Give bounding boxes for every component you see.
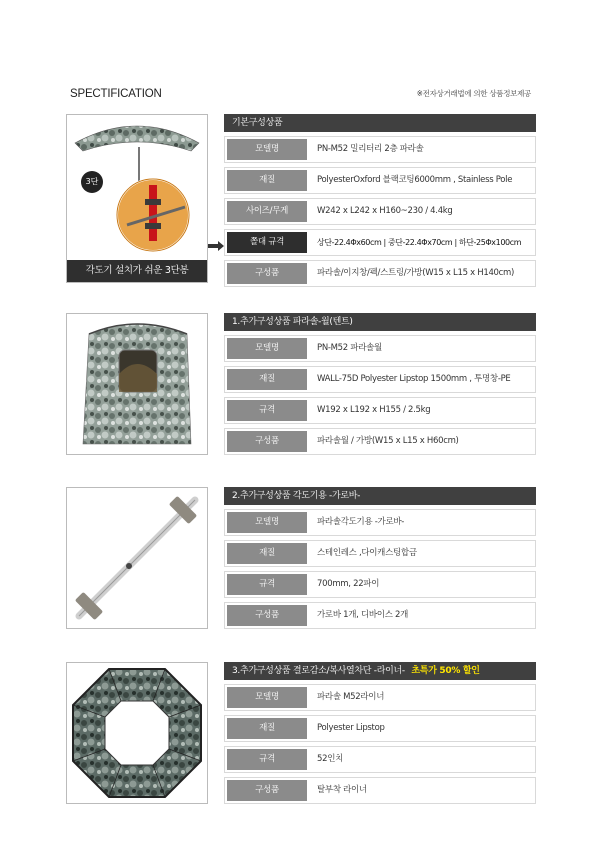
heading-text: 3.추가구성상품 결로감소/복사열차단 -라이너- [232, 666, 405, 676]
row-value: 상단-22.4Φx60cm | 중단-22.4Φx70cm | 하단-25Φx100cm [317, 238, 522, 247]
table-heading: 2.추가구성상품 각도기용 -가로바- [224, 487, 536, 505]
row-key: 재질 [227, 170, 307, 191]
row-key: 사이즈/무게 [227, 201, 307, 222]
spec-table-crossbar [224, 487, 536, 629]
notice-text: ※전자상거래법에 의한 상품정보제공 [416, 89, 531, 98]
row-value: PN-M52 밀리터리 2층 파라솔 [317, 144, 424, 154]
table-row [224, 540, 536, 567]
crossbar-photo [66, 487, 208, 629]
row-value: Polyester Lipstop [317, 723, 385, 733]
spec-table-wall [224, 313, 536, 455]
row-value: 52인치 [317, 754, 344, 764]
row-value: WALL-75D Polyester Lipstop 1500mm , 투명창-PE [317, 374, 511, 384]
row-key: 구성품 [227, 780, 307, 801]
table-row [224, 198, 536, 225]
row-value: 파라솔 M52라이너 [317, 692, 385, 702]
table-row [224, 777, 536, 804]
row-key: 모델명 [227, 338, 307, 359]
table-row [224, 602, 536, 629]
row-value: W192 x L192 x H155 / 2.5kg [317, 405, 431, 415]
row-value: 700mm, 22파이 [317, 579, 380, 589]
badge-3-stage: 3단 [81, 171, 103, 193]
row-key: 모델명 [227, 687, 307, 708]
photo-caption: 각도기 설치가 쉬운 3단봉 [67, 260, 207, 282]
row-key: 모델명 [227, 139, 307, 160]
row-key: 모델명 [227, 512, 307, 533]
table-row [224, 715, 536, 742]
row-value: PolyesterOxford 블랙코팅6000mm , Stainless Pole [317, 175, 513, 185]
liner-photo [66, 662, 208, 804]
arrow-icon [208, 241, 224, 251]
liner-illustration [67, 663, 207, 803]
crossbar-illustration [67, 488, 207, 628]
row-key: 규격 [227, 574, 307, 595]
row-key: 재질 [227, 543, 307, 564]
table-row [224, 136, 536, 163]
table-row [224, 260, 536, 287]
row-key: 구성품 [227, 431, 307, 452]
row-key: 쫄대 규격 [227, 232, 307, 253]
section-liner [66, 662, 536, 807]
table-row [224, 229, 536, 256]
row-value: 가로바 1개, 디바이스 2개 [317, 610, 409, 620]
row-key: 구성품 [227, 263, 307, 284]
table-row [224, 509, 536, 536]
table-row [224, 684, 536, 711]
row-value: PN-M52 파라솔월 [317, 343, 382, 353]
wall-tent-illustration [67, 314, 207, 454]
row-value: 파라솔월 / 가방(W15 x L15 x H60cm) [317, 436, 459, 446]
row-value: 탈부착 라이너 [317, 785, 367, 795]
table-heading [224, 662, 536, 680]
row-key: 규격 [227, 400, 307, 421]
table-row [224, 428, 536, 455]
spec-table-basic [224, 114, 536, 287]
row-key: 구성품 [227, 605, 307, 626]
row-value: 파라솔/이지창/펙/스트링/가방(W15 x L15 x H140cm) [317, 268, 515, 278]
section-basic [66, 114, 536, 286]
discount-highlight: 초특가 50% 할인 [411, 666, 480, 676]
parasol-photo [66, 114, 208, 283]
section-wall [66, 313, 536, 458]
spec-table-liner [224, 662, 536, 804]
row-value: W242 x L242 x H160~230 / 4.4kg [317, 206, 453, 216]
section-crossbar [66, 487, 536, 632]
table-row [224, 335, 536, 362]
wall-tent-photo [66, 313, 208, 455]
table-row [224, 746, 536, 773]
row-key: 재질 [227, 369, 307, 390]
table-row [224, 167, 536, 194]
spec-title: SPECTIFICATION [70, 88, 162, 100]
row-key: 재질 [227, 718, 307, 739]
table-row [224, 366, 536, 393]
row-key: 규격 [227, 749, 307, 770]
table-row [224, 397, 536, 424]
table-heading: 1.추가구성상품 파라솔-월(텐트) [224, 313, 536, 331]
row-value: 스테인레스 ,다이캐스팅합금 [317, 548, 417, 558]
table-heading: 기본구성상품 [224, 114, 536, 132]
row-value: 파라솔각도기용 -가로바- [317, 517, 405, 527]
table-row [224, 571, 536, 598]
